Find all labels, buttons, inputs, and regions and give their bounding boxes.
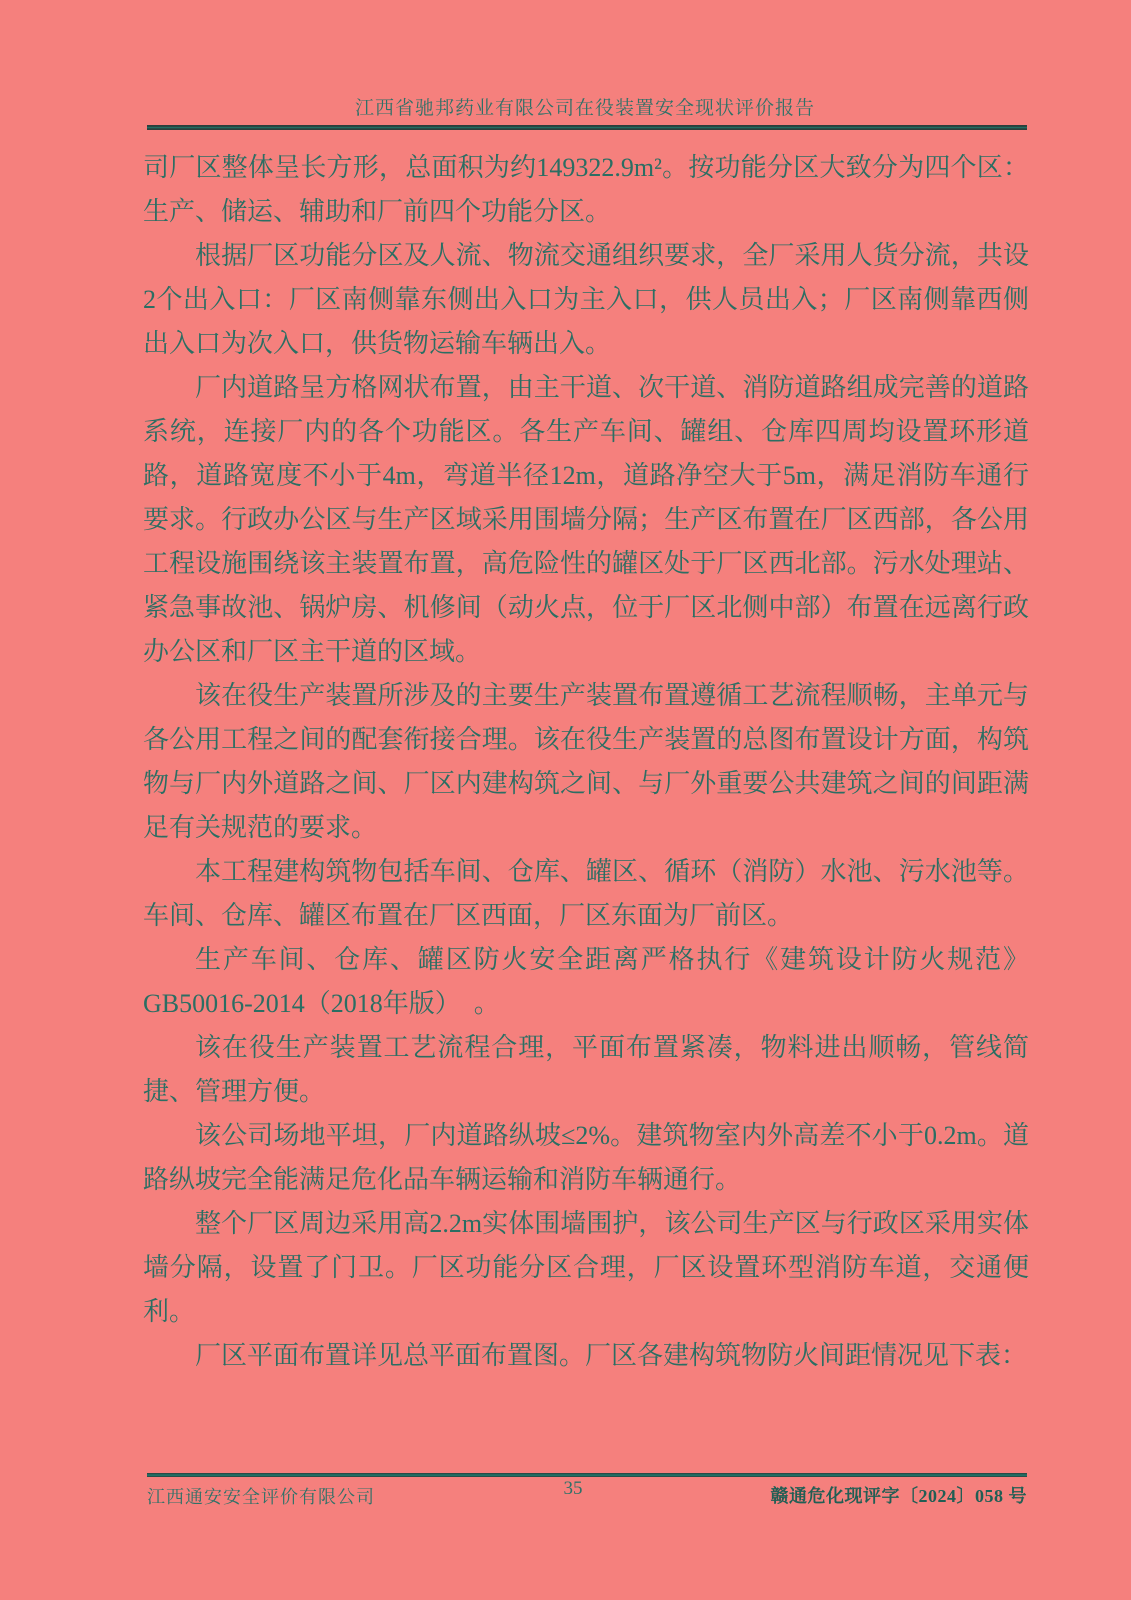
- paragraph: 厂内道路呈方格网状布置，由主干道、次干道、消防道路组成完善的道路系统，连接厂内的各个功能区。各生产车间、罐组、仓库四周均设置环形道路，道路宽度不小于4m，弯道半径12m，道路净空大于5m，满足消防车通行要求。行政办公区与生产区域采用围墙分隔；生产区布置在厂区西部，各公用工程设施围绕该主装置布置，高危险性的罐区处于厂区西北部。污水处理站、紧急事故池、锅炉房、机修间（动火点，位于厂区北侧中部）布置在远离行政办公区和厂区主干道的区域。: [143, 373, 1029, 666]
- header-rule: [147, 125, 1027, 130]
- footer-rule: [147, 1473, 1027, 1477]
- footer-doc-number: 赣通危化现评字〔2024〕058 号: [770, 1486, 1027, 1506]
- body-text: [143, 146, 1029, 1378]
- paragraph: 该在役生产装置所涉及的主要生产装置布置遵循工艺流程顺畅，主单元与各公用工程之间的配套衔接合理。该在役生产装置的总图布置设计方面，构筑物与厂内外道路之间、厂区内建构筑之间、与厂外重要公共建筑之间的间距满足有关规范的要求。: [143, 681, 1029, 842]
- paragraph: 根据厂区功能分区及人流、物流交通组织要求，全厂采用人货分流，共设2个出入口：厂区南侧靠东侧出入口为主入口，供人员出入；厂区南侧靠西侧出入口为次入口，供货物运输车辆出入。: [143, 241, 1029, 358]
- page-number: 35: [563, 1478, 583, 1499]
- paragraph: 该在役生产装置工艺流程合理，平面布置紧凑，物料进出顺畅，管线简捷、管理方便。: [143, 1033, 1029, 1106]
- paragraph: 整个厂区周边采用高2.2m实体围墙围护，该公司生产区与行政区采用实体墙分隔，设置了门卫。厂区功能分区合理，厂区设置环型消防车道，交通便利。: [143, 1209, 1029, 1326]
- paragraph: 该公司场地平坦，厂内道路纵坡≤2%。建筑物室内外高差不小于0.2m。道路纵坡完全能满足危化品车辆运输和消防车辆通行。: [143, 1121, 1029, 1194]
- page-header-title: 江西省驰邦药业有限公司在役装置安全现状评价报告: [354, 98, 815, 119]
- paragraph: 生产车间、仓库、罐区防火安全距离严格执行《建筑设计防火规范》GB50016-2014（2018年版） 。: [143, 945, 1029, 1018]
- footer-company-name: 江西通安安全评价有限公司: [147, 1487, 375, 1507]
- paragraph: 本工程建构筑物包括车间、仓库、罐区、循环（消防）水池、污水池等。车间、仓库、罐区布置在厂区西面，厂区东面为厂前区。: [143, 857, 1029, 930]
- paragraph: 厂区平面布置详见总平面布置图。厂区各建构筑物防火间距情况见下表：: [195, 1341, 1028, 1370]
- paragraph: 司厂区整体呈长方形，总面积为约149322.9m²。按功能分区大致分为四个区：生产、储运、辅助和厂前四个功能分区。: [143, 153, 1029, 226]
